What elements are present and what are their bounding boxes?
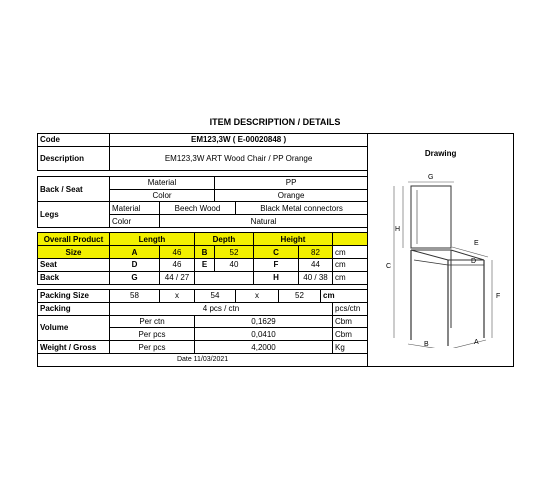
back-unit: cm	[333, 271, 368, 284]
weight-per-pcs-label: Per pcs	[110, 341, 195, 354]
length-header: Length	[110, 233, 195, 246]
depth-header: Depth	[195, 233, 254, 246]
drawing-cell	[368, 134, 514, 367]
label-d: D	[471, 258, 477, 265]
document-title: ITEM DESCRIPTION / DETAILS	[209, 117, 341, 127]
packing-x2: x	[236, 289, 279, 302]
legs-material-label: Material	[110, 202, 160, 215]
legs-color-value: Natural	[160, 215, 368, 228]
unit-header	[333, 233, 368, 246]
volume-per-pcs-value: 0,0410	[195, 328, 333, 341]
volume-per-ctn-label: Per ctn	[110, 315, 195, 328]
label-g: G	[428, 174, 434, 181]
back-seat-color-label: Color	[110, 189, 215, 202]
letter-b: B	[195, 246, 215, 259]
letter-g: G	[110, 271, 160, 284]
label-b: B	[424, 341, 429, 348]
weight-label: Weight / Gross	[38, 341, 110, 354]
packing-unit: pcs/ctn	[333, 302, 368, 315]
value-e: 40	[215, 258, 254, 271]
value-g: 44 / 27	[160, 271, 195, 284]
packing-size-label: Packing Size	[38, 289, 110, 302]
legs-label: Legs	[38, 202, 110, 228]
item-details-table	[37, 133, 514, 367]
weight-value: 4,2000	[195, 341, 333, 354]
description-label: Description	[38, 146, 110, 171]
packing-height: 52	[279, 289, 321, 302]
packing-length: 58	[110, 289, 160, 302]
letter-f: F	[254, 258, 299, 271]
volume-per-pcs-label: Per pcs	[110, 328, 195, 341]
packing-x1: x	[160, 289, 195, 302]
packing-label: Packing	[38, 302, 110, 315]
volume-label: Volume	[38, 315, 110, 341]
dimension-line-a	[450, 340, 486, 348]
empty-cell	[195, 271, 254, 284]
label-c: C	[386, 263, 392, 270]
value-a: 46	[160, 246, 195, 259]
packing-value: 4 pcs / ctn	[110, 302, 333, 315]
letter-d: D	[110, 258, 160, 271]
description-value: EM123,3W ART Wood Chair / PP Orange	[110, 146, 368, 171]
legs-material-value: Beech Wood	[160, 202, 236, 215]
back-seat-material-label: Material	[110, 176, 215, 189]
date-label: Date 11/03/2021	[38, 353, 368, 366]
overall-unit: cm	[333, 246, 368, 259]
label-a: A	[474, 339, 479, 346]
back-seat-color-value: Orange	[215, 189, 368, 202]
packing-unit: cm	[321, 289, 368, 302]
apron-side	[414, 260, 448, 265]
legs-material-value-2: Black Metal connectors	[236, 202, 368, 215]
weight-unit: Kg	[333, 341, 368, 354]
letter-e: E	[195, 258, 215, 271]
letter-a: A	[110, 246, 160, 259]
overall-label-line1: Overall Product	[38, 233, 110, 246]
drawing-title: Drawing	[424, 149, 457, 158]
value-h: 40 / 38	[299, 271, 333, 284]
code-value: EM123,3W ( E-00020848 )	[110, 134, 368, 147]
seat-unit: cm	[333, 258, 368, 271]
code-row	[38, 134, 514, 147]
back-label: Back	[38, 271, 110, 284]
overall-label-line2: Size	[38, 246, 110, 259]
back-seat-label: Back / Seat	[38, 176, 110, 202]
code-label: Code	[38, 134, 110, 147]
value-f: 44	[299, 258, 333, 271]
volume-per-ctn-value: 0,1629	[195, 315, 333, 328]
volume-per-pcs-unit: Cbm	[333, 328, 368, 341]
seat-label: Seat	[38, 258, 110, 271]
label-h: H	[395, 226, 401, 233]
letter-h: H	[254, 271, 299, 284]
letter-c: C	[254, 246, 299, 259]
value-d: 46	[160, 258, 195, 271]
back-seat-material-value: PP	[215, 176, 368, 189]
label-f: F	[496, 293, 501, 300]
value-b: 52	[215, 246, 254, 259]
volume-per-ctn-unit: Cbm	[333, 315, 368, 328]
height-header: Height	[254, 233, 333, 246]
legs-color-label: Color	[110, 215, 160, 228]
chair-dimension-drawing	[368, 168, 514, 348]
label-e: E	[474, 240, 479, 247]
value-c: 82	[299, 246, 333, 259]
packing-width: 54	[195, 289, 236, 302]
